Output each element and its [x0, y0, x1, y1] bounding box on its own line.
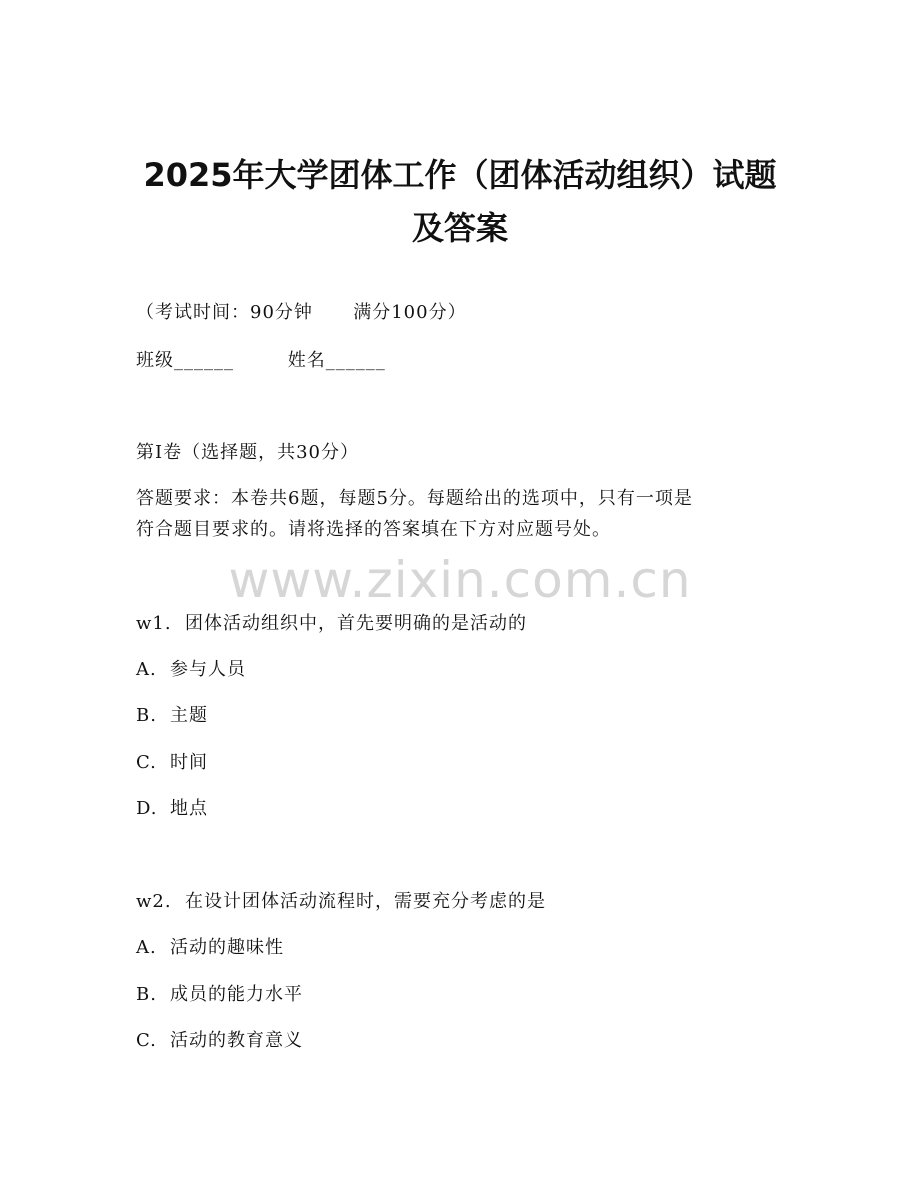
option-text: 活动的趣味性 [170, 937, 284, 958]
question-2-stem: w2. 在设计团体活动流程时，需要充分考虑的是 [136, 891, 547, 912]
section-heading: 第I卷（选择题，共30分） [136, 442, 360, 463]
instructions-line-2: 符合题目要求的。请将选择的答案填在下方对应题号处。 [136, 519, 611, 540]
option-letter: C. [136, 752, 157, 773]
option-text: 参与人员 [170, 659, 246, 680]
option-letter: C. [136, 1030, 157, 1051]
option-text: 时间 [170, 752, 208, 773]
option-text: 活动的教育意义 [170, 1030, 303, 1051]
question-1-option-a [136, 657, 246, 683]
document-title-line-2: 及答案 [411, 209, 508, 247]
question-2-option-a [136, 935, 284, 961]
option-text: 地点 [170, 798, 208, 819]
option-text: 主题 [170, 705, 208, 726]
question-2-option-b [136, 982, 303, 1008]
instructions-line-1: 答题要求：本卷共6题，每题5分。每题给出的选项中，只有一项是 [136, 488, 693, 509]
exam-info: （考试时间：90分钟 满分100分） [136, 302, 467, 323]
option-letter: B. [136, 705, 157, 726]
watermark: www.zixin.com.cn [228, 551, 692, 609]
question-1-option-b [136, 703, 208, 729]
option-text: 成员的能力水平 [170, 984, 303, 1005]
option-letter: B. [136, 984, 157, 1005]
option-letter: D. [136, 798, 158, 819]
class-name-fields: 班级______ 姓名______ [136, 350, 386, 371]
document-title-line-1: 2025年大学团体工作（团体活动组织）试题 [143, 156, 777, 194]
question-2-option-c [136, 1028, 303, 1054]
question-1-option-c [136, 750, 208, 776]
question-1-stem: w1. 团体活动组织中，首先要明确的是活动的 [136, 613, 528, 634]
option-letter: A. [136, 659, 157, 680]
question-1-option-d [136, 796, 208, 822]
option-letter: A. [136, 937, 157, 958]
